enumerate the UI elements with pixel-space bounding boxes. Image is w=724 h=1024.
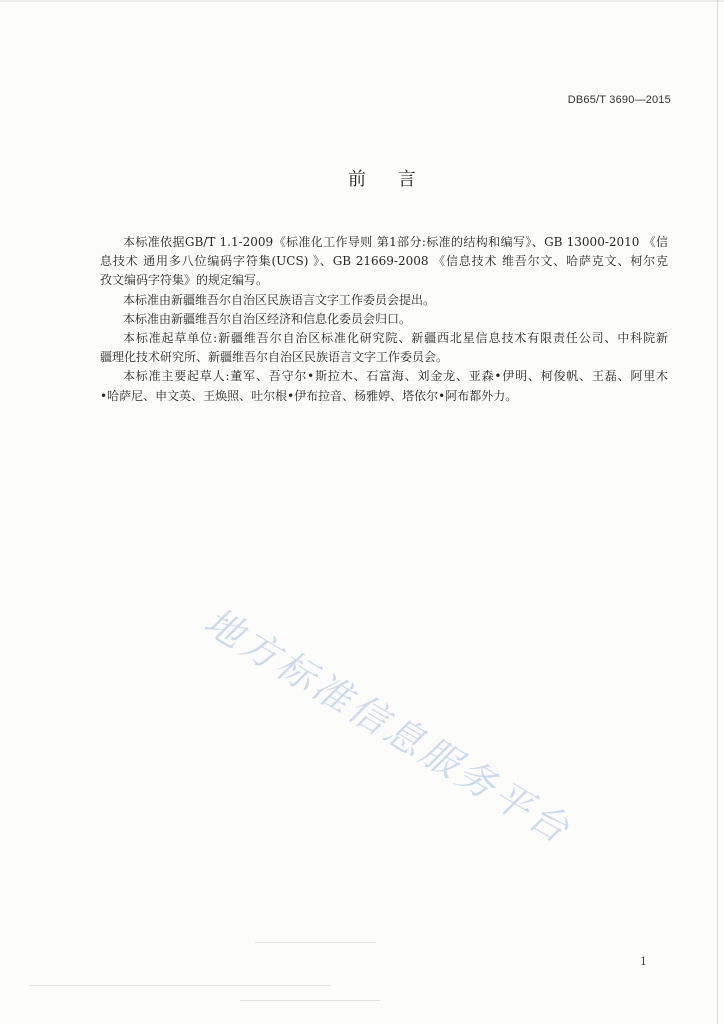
paragraph-drafting-units [100, 329, 668, 367]
watermark: 地方标准信息服务平台 [196, 598, 580, 854]
paragraph-proposer [100, 291, 668, 310]
paragraph-line: 本标准由新疆维吾尔自治区民族语言文字工作委员会提出。 [123, 292, 436, 307]
standard-code: DB65/T 3690—2015 [567, 94, 671, 106]
scan-noise [240, 1000, 380, 1001]
paragraph-basis [100, 233, 668, 291]
scan-edge-right [717, 0, 718, 1024]
foreword-body [100, 233, 668, 406]
paragraph-administrator [100, 310, 668, 329]
paragraph-line: 本标准主要起草人:董军、吾守尔•斯拉木、石富海、刘金龙、亚森•伊明、柯俊帆、王磊、阿里木 [123, 369, 668, 384]
paragraph-line: 疆理化技术研究所、新疆维吾尔自治区民族语言文字工作委员会。 [100, 350, 449, 365]
paragraph-line: 本标准起草单位:新疆维吾尔自治区标准化研究院、新疆西北星信息技术有限责任公司、中科院新 [123, 330, 668, 345]
scan-noise [255, 942, 375, 943]
page-number: 1 [640, 955, 647, 968]
paragraph-line: 孜文编码字符集》的规定编写。 [100, 273, 269, 288]
paragraph-drafters [100, 367, 668, 405]
page-title: 前 言 [348, 169, 416, 190]
scan-edge-top [0, 0, 724, 2]
paragraph-line: 本标准依据GB/T 1.1-2009《标准化工作导则 第1部分:标准的结构和编写》、GB 13000-2010 《信 [123, 235, 668, 249]
paragraph-line: •哈萨尼、申文英、王焕照、吐尔根•伊布拉音、杨雅婷、塔依尔•阿布都外力。 [100, 388, 518, 403]
paragraph-line: 息技术 通用多八位编码字符集(UCS) 》、GB 21669-2008 《信息技术 维吾尔文、哈萨克文、柯尔克 [100, 254, 668, 269]
scan-noise [30, 985, 330, 986]
paragraph-line: 本标准由新疆维吾尔自治区经济和信息化委员会归口。 [123, 311, 412, 326]
